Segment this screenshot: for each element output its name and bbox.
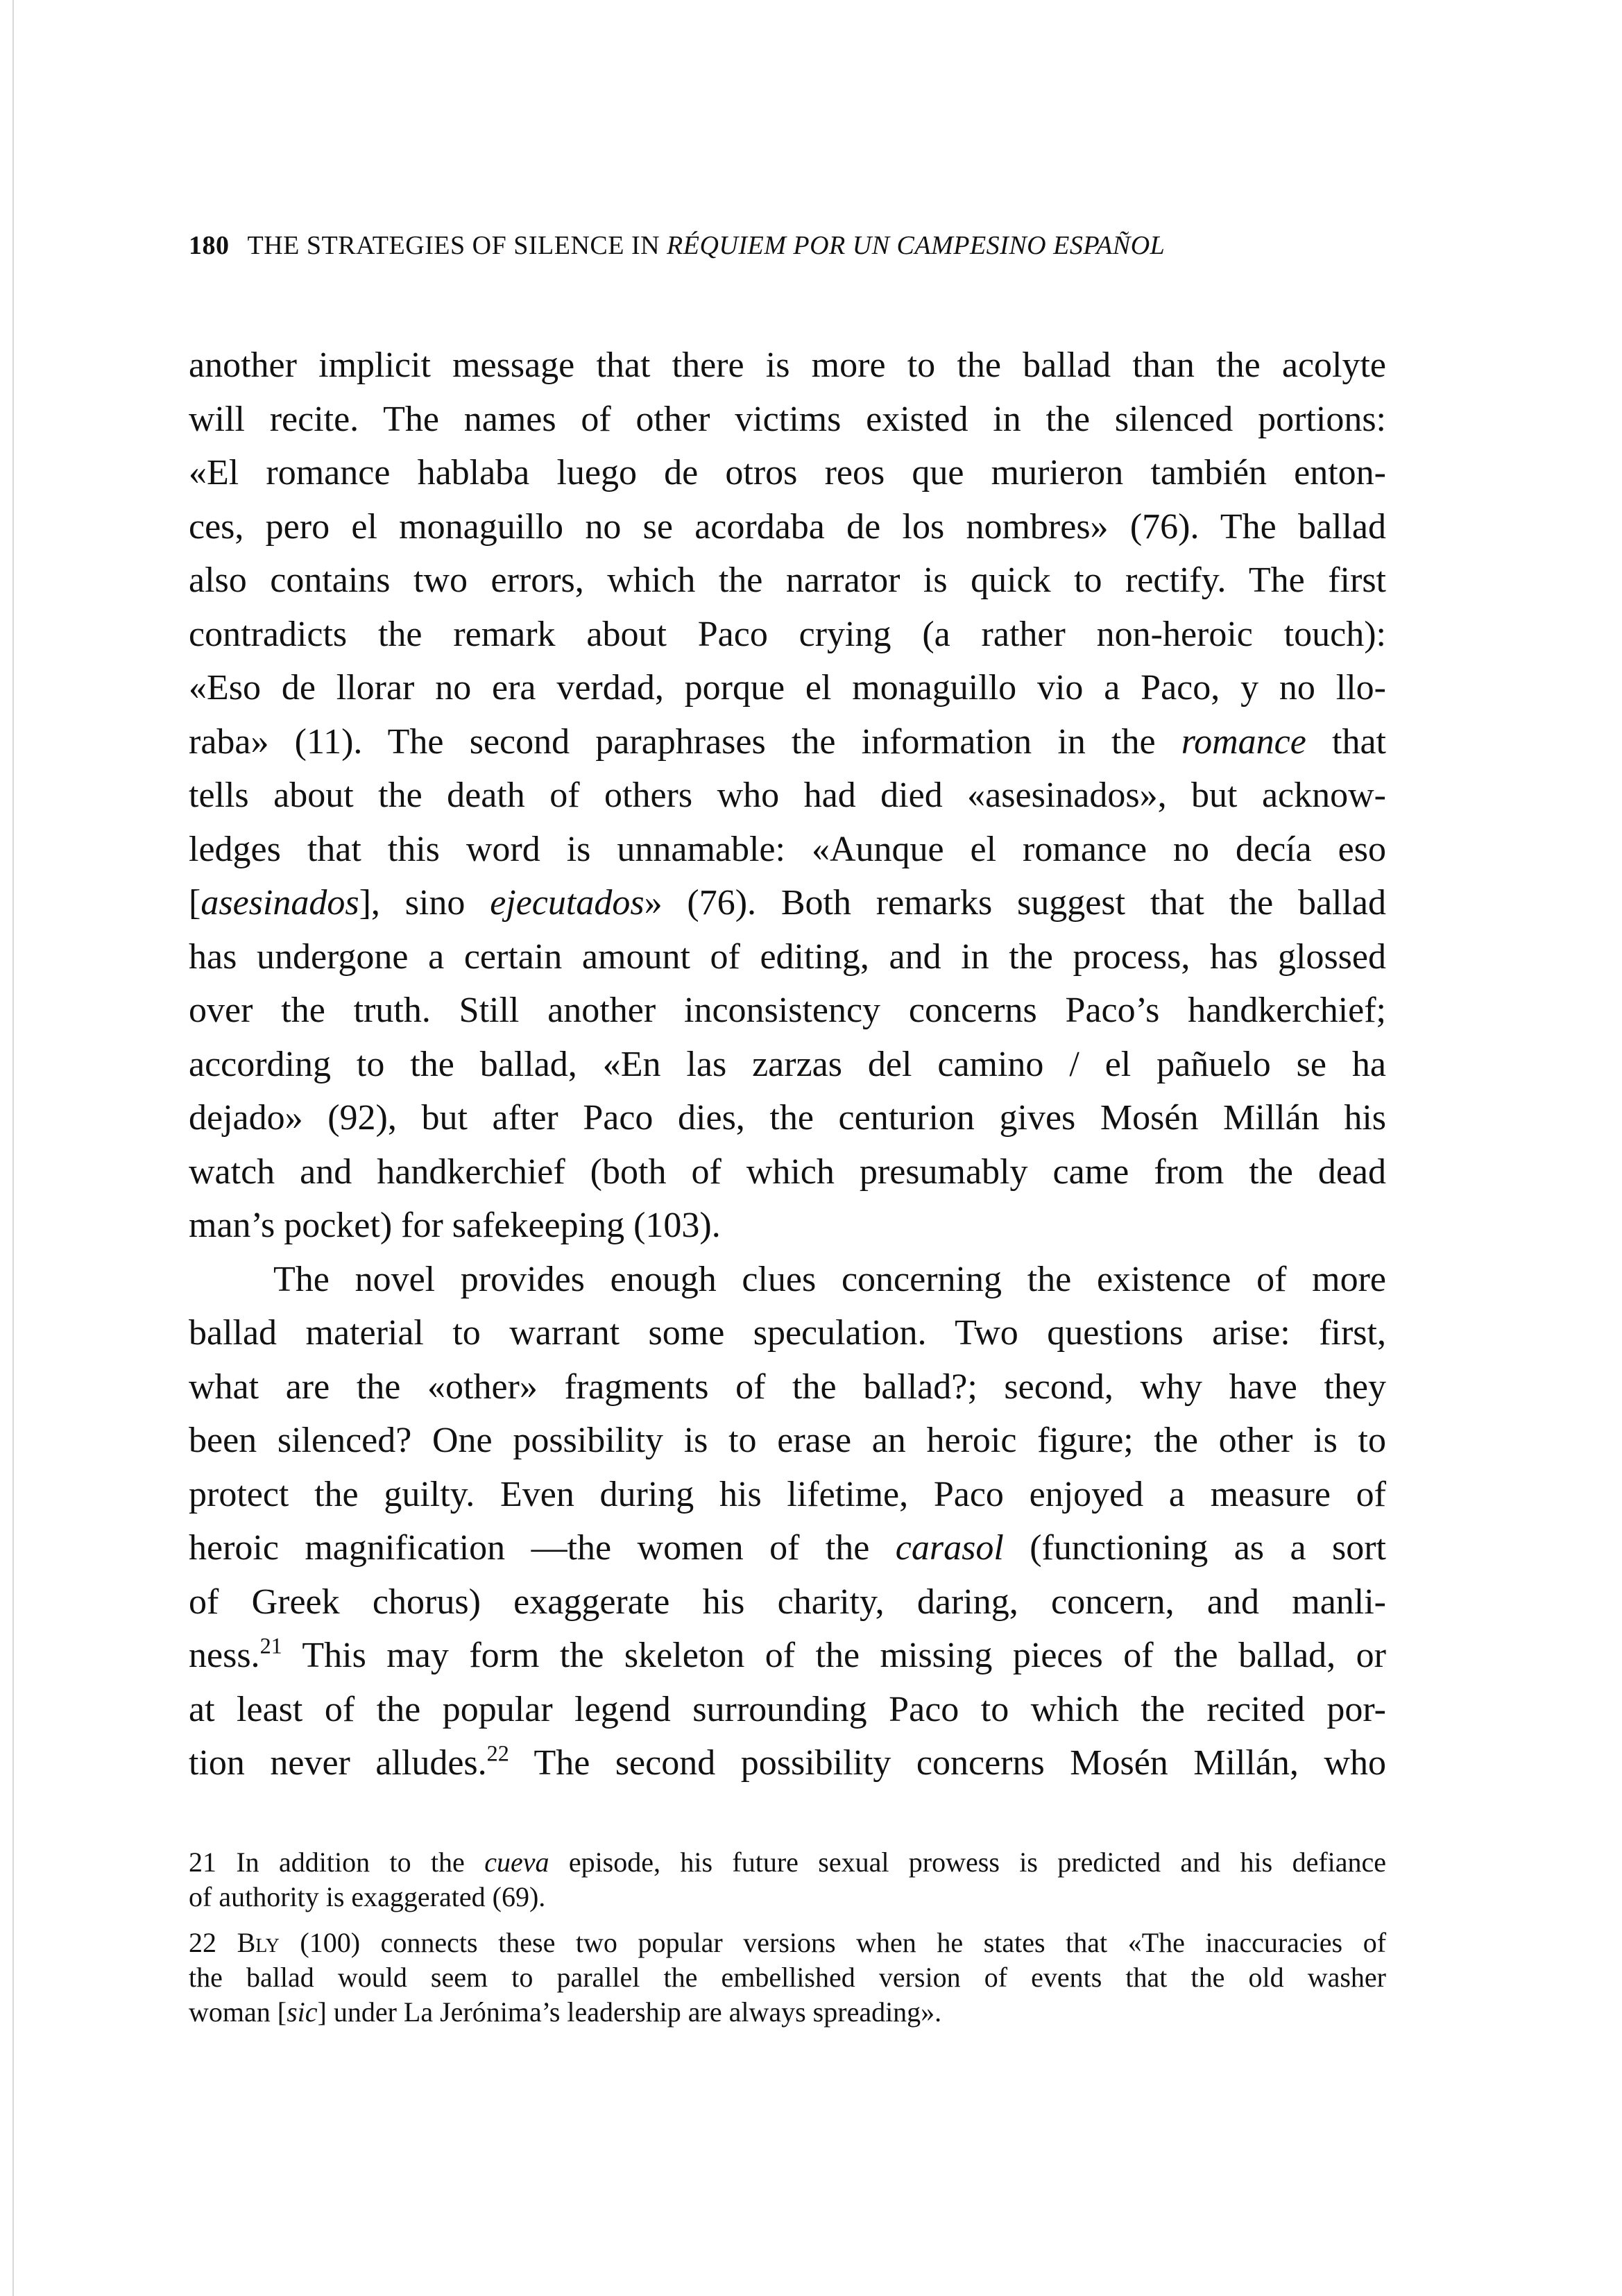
text-segment: In addition to the — [236, 1847, 465, 1878]
running-title-italic: RÉQUIEM POR UN CAMPESINO ESPAÑOL — [667, 231, 1166, 260]
text-segment: tion never alludes. — [189, 1743, 487, 1783]
text-segment: woman [ — [189, 1996, 287, 2028]
text-line: dejado» (92), but after Paco dies, the centurion gives Mosén Millán his — [189, 1098, 1386, 1138]
text-segment: This may form the skeleton of the missing pieces of the ballad, or — [282, 1636, 1386, 1675]
text-line: tells about the death of others who had died «asesinados», but acknow- — [189, 776, 1386, 815]
text-segment: episode, his future sexual prowess is predicted and his defiance — [568, 1847, 1387, 1878]
text-line: ces, pero el monaguillo no se acordaba de los nombres» (76). The ballad — [189, 506, 1386, 547]
footnote-line — [189, 1845, 1386, 1880]
footnote-21 — [189, 1845, 1386, 1914]
text-line: has undergone a certain amount of editing, and in the process, has glossed — [189, 936, 1386, 977]
text-line: protect the guilty. Even during his lifetime, Paco enjoyed a measure of — [189, 1474, 1386, 1514]
footnote-ref-22[interactable]: 22 — [486, 1740, 509, 1766]
italic-term: sic — [287, 1996, 318, 2028]
text-segment: » (76). Both remarks suggest that the ballad — [644, 883, 1387, 923]
text-line: ledges that this word is unnamable: «Aunque el romance no decía eso — [189, 829, 1386, 869]
running-title: THE STRATEGIES OF SILENCE IN — [247, 231, 660, 260]
text-segment: [ — [189, 883, 201, 923]
text-segment: ], sino — [359, 883, 466, 923]
text-line: The novel provides enough clues concerning the existence of more — [273, 1259, 1386, 1299]
text-line: «El romance hablaba luego de otros reos que murieron también enton- — [189, 453, 1386, 492]
text-line: according to the ballad, «En las zarzas del camino / el pañuelo se ha — [189, 1044, 1386, 1084]
footnotes — [189, 1845, 1386, 2041]
text-line: watch and handkerchief (both of which presumably came from the dead — [189, 1151, 1386, 1192]
text-line — [189, 876, 1386, 930]
text-line: over the truth. Still another inconsistency concerns Paco’s handkerchief; — [189, 991, 1386, 1030]
text-segment: (100) connects these two popular versions when he states that «The inaccuracies of — [300, 1927, 1387, 1958]
footnote-line: the ballad would seem to parallel the embellished version of events that the old washer — [189, 1962, 1386, 1993]
footnote-number: 22 — [189, 1927, 216, 1958]
text-segment: heroic magnification —the women of the — [189, 1528, 870, 1568]
text-line: also contains two errors, which the narrator is quick to rectify. The first — [189, 560, 1386, 600]
body-text — [189, 339, 1386, 1790]
footnote-line — [189, 1926, 1386, 1960]
page-number: 180 — [189, 231, 230, 260]
text-line: at least of the popular legend surrounding Paco to which the recited por- — [189, 1689, 1386, 1729]
text-segment: The second possibility concerns Mosén Millán, who — [509, 1743, 1386, 1783]
text-segment: raba» (11). The second paraphrases the information in the — [189, 721, 1156, 762]
footnote-number: 21 — [189, 1847, 216, 1878]
scan-edge-line — [12, 0, 14, 2296]
footnote-line — [189, 1995, 1386, 2030]
italic-term: romance — [1181, 721, 1306, 762]
text-segment: ness. — [189, 1636, 260, 1675]
italic-term: cueva — [484, 1847, 549, 1878]
text-line: will recite. The names of other victims existed in the silenced portions: — [189, 399, 1386, 439]
text-segment: that — [1332, 721, 1387, 762]
text-line: man’s pocket) for safekeeping (103). — [189, 1206, 721, 1245]
text-line: contradicts the remark about Paco crying (a rather non-heroic touch): — [189, 614, 1386, 654]
text-line: ballad material to warrant some speculation. Two questions arise: first, — [189, 1313, 1386, 1353]
text-line: what are the «other» fragments of the ballad?; second, why have they — [189, 1367, 1386, 1407]
text-line — [189, 1736, 1386, 1790]
author-name: Bly — [237, 1927, 280, 1958]
italic-term: ejecutados — [490, 883, 644, 923]
footnote-line: of authority is exaggerated (69). — [189, 1881, 546, 1912]
paragraph-2 — [189, 1253, 1386, 1790]
text-segment: ] under La Jerónima’s leadership are always spreading». — [317, 1996, 942, 2028]
footnote-22 — [189, 1926, 1386, 2030]
text-line — [189, 1521, 1386, 1575]
text-line: another implicit message that there is more to the ballad than the acolyte — [189, 345, 1386, 385]
text-line — [189, 1629, 1386, 1683]
footnote-ref-21[interactable]: 21 — [259, 1633, 282, 1659]
paragraph-1 — [189, 339, 1386, 1253]
text-segment: (functioning as a sort — [1030, 1528, 1386, 1568]
text-line: been silenced? One possibility is to erase an heroic figure; the other is to — [189, 1421, 1386, 1460]
text-line: «Eso de llorar no era verdad, porque el monaguillo vio a Paco, y no llo- — [189, 668, 1386, 708]
italic-term: carasol — [895, 1528, 1004, 1568]
text-line: of Greek chorus) exaggerate his charity, daring, concern, and manli- — [189, 1582, 1386, 1622]
text-line — [189, 715, 1386, 769]
running-head — [189, 229, 1165, 262]
italic-term: asesinados — [200, 883, 359, 923]
